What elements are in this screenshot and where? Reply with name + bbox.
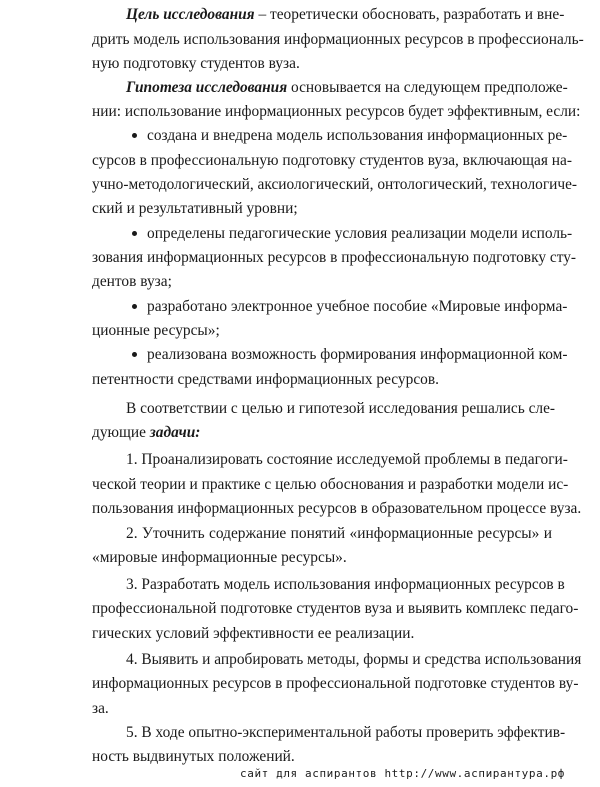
tasks-term: задачи: [149,424,201,441]
text-line: пользования информационных ресурсов в образовательном процессе вуза. [92,500,582,517]
bullet-icon [132,231,137,236]
task-item-4: 4. Выявить и апробировать методы, формы и средства использования [126,651,582,668]
text-line: учно-методологический, аксиологический, онтологический, технологиче- [92,176,578,193]
bullet-icon [132,352,137,357]
goal-text: – теоретически обосновать, разработать и вне- [254,6,565,23]
text-line: зования информационных ресурсов в профессиональную подготовку сту- [92,249,577,266]
site-footer: сайт для аспирантов http://www.аспирантура.рф [240,767,566,780]
tasks-intro: дующие [92,424,150,441]
text-line: ционные ресурсы»; [92,322,220,339]
bullet-text: реализована возможность формирования информационной ком- [147,346,568,363]
text-line: ский и результативный уровни; [92,200,298,217]
text-line: за. [92,700,109,717]
text-line: дентов вуза; [92,273,172,290]
bullet-item [132,127,568,145]
text-line: дрить модель использования информационных ресурсов в профессиональ- [92,31,584,48]
task-item-5: 5. В ходе опытно-экспериментальной работы проверить эффектив- [126,724,566,741]
bullet-item [132,225,573,243]
bullet-text: разработано электронное учебное пособие «Мировые информа- [147,298,568,315]
bullet-icon [132,304,137,309]
task-item-1: 1. Проанализировать состояние исследуемой проблемы в педагоги- [126,451,568,468]
text-line: ность выдвинутых положений. [92,748,295,765]
text-line: нии: использование информационных ресурсов будет эффективным, если: [92,103,581,120]
text-line: информационных ресурсов в профессиональной подготовке студентов ву- [92,675,579,692]
task-item-2: 2. Уточнить содержание понятий «информационные ресурсы» и [126,525,552,542]
bullet-text: создана и внедрена модель использования информационных ре- [147,127,568,144]
task-item-3: 3. Разработать модель использования информационных ресурсов в [126,576,565,593]
text-line: петентности средствами информационных ресурсов. [92,371,439,388]
text-line: сурсов в профессиональную подготовку студентов вуза, включающая на- [92,152,572,169]
text-line: ческой теории и практике с целью обоснования и разработки модели ис- [92,476,569,493]
text-line: ную подготовку студентов вуза. [92,55,300,72]
hypothesis-text: основывается на следующем предположе- [287,79,568,96]
tasks-line [92,424,200,442]
hypothesis-term: Гипотеза исследования [126,79,288,96]
goal-line [126,6,565,24]
bullet-text: определены педагогические условия реализации модели исполь- [147,225,573,242]
text-line: гических условий эффективности ее реализации. [92,625,415,642]
goal-term: Цель исследования [126,6,255,23]
text-line: «мировые информационные ресурсы». [92,549,347,566]
hypothesis-line [126,79,568,97]
text-line: профессиональной подготовке студентов вуза и выявить комплекс педаго- [92,600,579,617]
bullet-item [132,298,568,316]
text-line: В соответствии с целью и гипотезой исследования решались сле- [126,400,556,417]
bullet-icon [132,133,137,138]
bullet-item [132,346,568,364]
